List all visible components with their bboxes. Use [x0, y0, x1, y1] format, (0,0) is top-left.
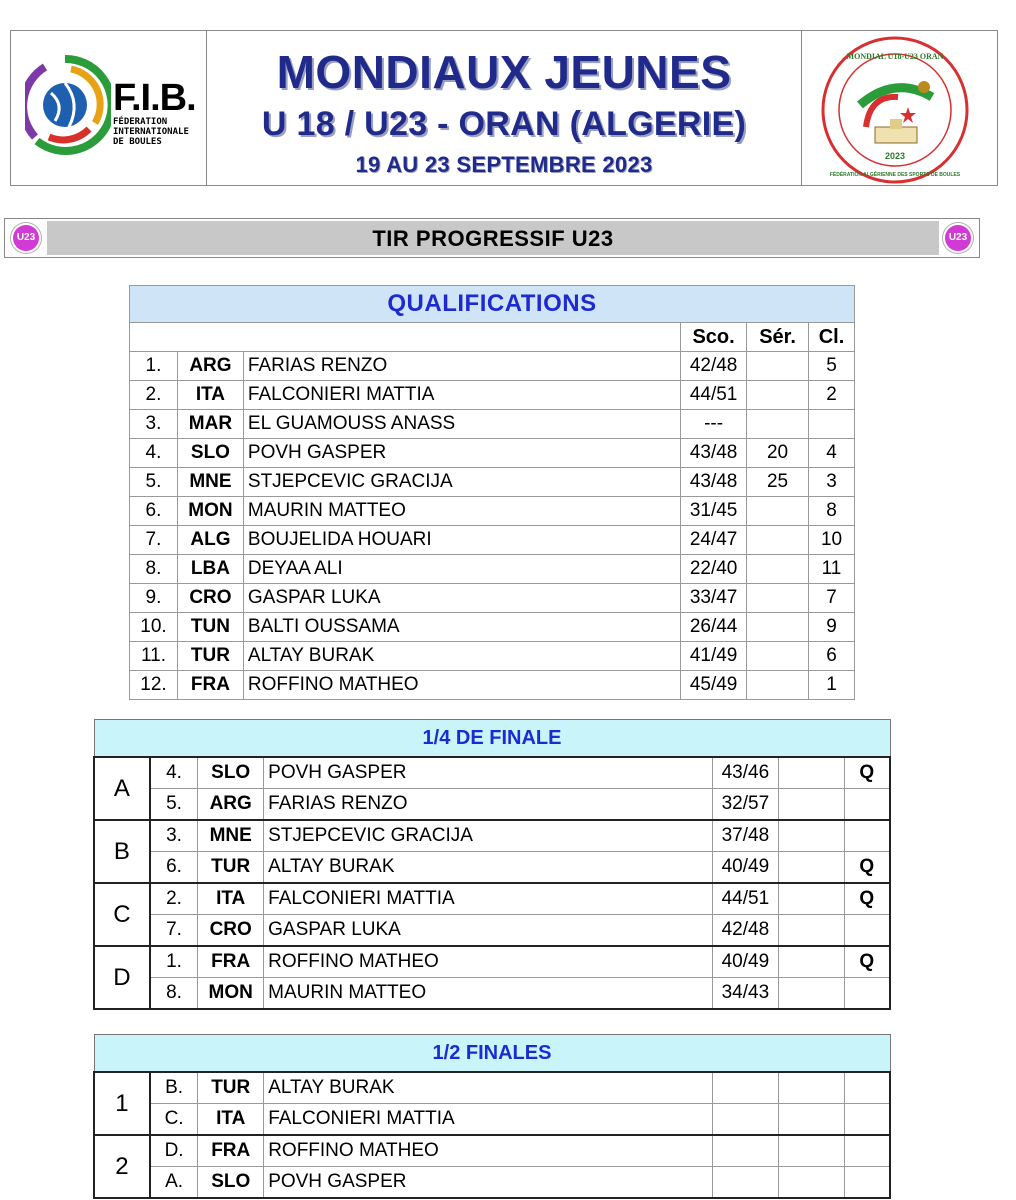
seal-year: 2023: [884, 151, 906, 161]
table-row: [130, 671, 855, 700]
position-cell: 6.: [130, 497, 178, 526]
qualified-cell: [844, 1072, 890, 1104]
table-row: [130, 526, 855, 555]
position-cell: 7.: [130, 526, 178, 555]
qualified-cell: Q: [844, 852, 890, 884]
nation-cell: ITA: [177, 381, 243, 410]
position-cell: 10.: [130, 613, 178, 642]
table-row: [94, 1072, 890, 1104]
score-cell: 24/47: [681, 526, 747, 555]
nation-cell: FRA: [198, 1135, 264, 1167]
position-cell: 7.: [150, 915, 198, 947]
position-cell: 5.: [150, 789, 198, 821]
series-cell: [747, 497, 809, 526]
nation-cell: TUR: [198, 1072, 264, 1104]
table-row: [94, 820, 890, 852]
score-cell: 26/44: [681, 613, 747, 642]
rank-cell: 6: [809, 642, 855, 671]
qualifications-header-row: [130, 323, 855, 352]
extra-cell: [778, 820, 844, 852]
extra-cell: [778, 1072, 844, 1104]
semifinals-table: [93, 1034, 891, 1199]
score-cell: [713, 1135, 779, 1167]
score-cell: 44/51: [712, 883, 778, 915]
score-cell: 33/47: [681, 584, 747, 613]
position-cell: D.: [150, 1135, 198, 1167]
nation-cell: MNE: [177, 468, 243, 497]
player-name-cell: ROFFINO MATHEO: [264, 946, 713, 978]
qualified-cell: Q: [844, 946, 890, 978]
player-name-cell: ROFFINO MATHEO: [243, 671, 680, 700]
fib-line1: FÉDERATION: [113, 117, 168, 127]
nation-cell: MNE: [198, 820, 264, 852]
event-banner: [4, 218, 980, 258]
score-cell: 22/40: [681, 555, 747, 584]
extra-cell: [778, 946, 844, 978]
mondial-oran-seal-icon: [820, 35, 970, 185]
series-cell: [747, 526, 809, 555]
nation-cell: FRA: [198, 946, 264, 978]
group-label-cell: C: [94, 883, 150, 946]
position-cell: 4.: [150, 757, 198, 789]
position-cell: 6.: [150, 852, 198, 884]
rank-cell: 10: [809, 526, 855, 555]
nation-cell: SLO: [198, 1167, 264, 1199]
player-name-cell: EL GUAMOUSS ANASS: [243, 410, 680, 439]
player-name-cell: GASPAR LUKA: [264, 915, 713, 947]
nation-cell: TUN: [177, 613, 243, 642]
player-name-cell: FALCONIERI MATTIA: [264, 883, 713, 915]
position-cell: 1.: [130, 352, 178, 381]
series-cell: [747, 352, 809, 381]
player-name-cell: POVH GASPER: [264, 1167, 713, 1199]
player-name-cell: STJEPCEVIC GRACIJA: [243, 468, 680, 497]
header-titles: [207, 31, 801, 185]
score-cell: 31/45: [681, 497, 747, 526]
series-cell: [747, 381, 809, 410]
table-row: [130, 468, 855, 497]
score-cell: 43/48: [681, 468, 747, 497]
player-name-cell: ROFFINO MATHEO: [264, 1135, 713, 1167]
table-row: [94, 915, 890, 947]
position-cell: C.: [150, 1104, 198, 1136]
player-name-cell: GASPAR LUKA: [243, 584, 680, 613]
position-cell: 11.: [130, 642, 178, 671]
score-cell: 37/48: [712, 820, 778, 852]
score-cell: 42/48: [681, 352, 747, 381]
rank-cell: 3: [809, 468, 855, 497]
position-cell: A.: [150, 1167, 198, 1199]
player-name-cell: POVH GASPER: [243, 439, 680, 468]
fib-line2: INTERNATIONALE: [113, 127, 189, 137]
nation-cell: LBA: [177, 555, 243, 584]
score-cell: 43/48: [681, 439, 747, 468]
quarterfinals-title: 1/4 DE FINALE: [94, 720, 890, 758]
player-name-cell: MAURIN MATTEO: [264, 978, 713, 1010]
table-row: [130, 555, 855, 584]
extra-cell: [778, 1104, 844, 1136]
event-subtitle: U 18 / U23 - ORAN (ALGERIE): [261, 105, 747, 143]
quarterfinals-table: [93, 719, 891, 1010]
group-label-cell: A: [94, 757, 150, 820]
extra-cell: [778, 915, 844, 947]
position-cell: 8.: [130, 555, 178, 584]
qualified-cell: [844, 1167, 890, 1199]
score-cell: [713, 1072, 779, 1104]
position-cell: 3.: [130, 410, 178, 439]
qualified-cell: [844, 915, 890, 947]
table-row: [130, 352, 855, 381]
score-cell: [713, 1104, 779, 1136]
series-cell: [747, 671, 809, 700]
position-cell: 1.: [150, 946, 198, 978]
rank-cell: 4: [809, 439, 855, 468]
group-label-cell: 1: [94, 1072, 150, 1135]
qualified-cell: [844, 1135, 890, 1167]
rank-cell: [809, 410, 855, 439]
nation-cell: MON: [177, 497, 243, 526]
extra-cell: [778, 789, 844, 821]
rank-cell: 2: [809, 381, 855, 410]
qualified-cell: [844, 978, 890, 1010]
position-cell: 2.: [150, 883, 198, 915]
nation-cell: TUR: [198, 852, 264, 884]
table-row: [94, 757, 890, 789]
qualified-cell: Q: [844, 757, 890, 789]
player-name-cell: ALTAY BURAK: [243, 642, 680, 671]
rank-cell: 8: [809, 497, 855, 526]
player-name-cell: ALTAY BURAK: [264, 1072, 713, 1104]
table-row: [130, 410, 855, 439]
table-row: [94, 852, 890, 884]
nation-cell: ARG: [198, 789, 264, 821]
table-row: [130, 439, 855, 468]
table-row: [130, 613, 855, 642]
player-name-cell: FALCONIERI MATTIA: [264, 1104, 713, 1136]
fib-line3: DE BOULES: [113, 137, 162, 147]
semifinals-title: 1/2 FINALES: [94, 1035, 890, 1073]
qualified-cell: [844, 789, 890, 821]
score-cell: 41/49: [681, 642, 747, 671]
table-row: [94, 1135, 890, 1167]
qualified-cell: [844, 1104, 890, 1136]
nation-cell: CRO: [198, 915, 264, 947]
position-cell: B.: [150, 1072, 198, 1104]
player-name-cell: MAURIN MATTEO: [243, 497, 680, 526]
extra-cell: [778, 978, 844, 1010]
table-row: [94, 789, 890, 821]
col-score: Sco.: [681, 323, 747, 352]
position-cell: 3.: [150, 820, 198, 852]
score-cell: ---: [681, 410, 747, 439]
player-name-cell: STJEPCEVIC GRACIJA: [264, 820, 713, 852]
score-cell: 45/49: [681, 671, 747, 700]
nation-cell: TUR: [177, 642, 243, 671]
qualifications-title: QUALIFICATIONS: [130, 286, 855, 323]
table-row: [94, 978, 890, 1010]
document-header: [10, 30, 998, 186]
nation-cell: ALG: [177, 526, 243, 555]
fib-abbr: F.I.B.: [113, 77, 196, 119]
score-cell: 40/49: [712, 946, 778, 978]
seal-text-top: MONDIAL U18-U23 ORAN: [846, 52, 944, 61]
fib-logo-icon: [25, 53, 111, 157]
score-cell: 40/49: [712, 852, 778, 884]
oran-seal-cell: [801, 31, 997, 185]
score-cell: 43/46: [712, 757, 778, 789]
nation-cell: ITA: [198, 883, 264, 915]
fib-wordmark: [113, 79, 196, 147]
table-row: [94, 946, 890, 978]
player-name-cell: ALTAY BURAK: [264, 852, 713, 884]
qualifications-table: [129, 285, 855, 700]
series-cell: [747, 555, 809, 584]
player-name-cell: FALCONIERI MATTIA: [243, 381, 680, 410]
score-cell: 34/43: [712, 978, 778, 1010]
nation-cell: ITA: [198, 1104, 264, 1136]
group-label-cell: 2: [94, 1135, 150, 1198]
nation-cell: SLO: [198, 757, 264, 789]
banner-title: TIR PROGRESSIF U23: [47, 221, 939, 255]
nation-cell: MON: [198, 978, 264, 1010]
qualified-cell: Q: [844, 883, 890, 915]
series-cell: [747, 642, 809, 671]
position-cell: 2.: [130, 381, 178, 410]
nation-cell: MAR: [177, 410, 243, 439]
position-cell: 8.: [150, 978, 198, 1010]
position-cell: 9.: [130, 584, 178, 613]
player-name-cell: BOUJELIDA HOUARI: [243, 526, 680, 555]
player-name-cell: POVH GASPER: [264, 757, 713, 789]
nation-cell: CRO: [177, 584, 243, 613]
table-row: [94, 883, 890, 915]
rank-cell: 9: [809, 613, 855, 642]
table-row: [130, 497, 855, 526]
extra-cell: [778, 883, 844, 915]
player-name-cell: FARIAS RENZO: [264, 789, 713, 821]
event-title: MONDIAUX JEUNES: [276, 46, 732, 98]
rank-cell: 7: [809, 584, 855, 613]
table-row: [94, 1104, 890, 1136]
position-cell: 5.: [130, 468, 178, 497]
rank-cell: 11: [809, 555, 855, 584]
position-cell: 12.: [130, 671, 178, 700]
nation-cell: ARG: [177, 352, 243, 381]
table-row: [130, 381, 855, 410]
series-cell: [747, 613, 809, 642]
score-cell: [713, 1167, 779, 1199]
rank-cell: 1: [809, 671, 855, 700]
qualified-cell: [844, 820, 890, 852]
group-label-cell: D: [94, 946, 150, 1009]
score-cell: 32/57: [712, 789, 778, 821]
u23-badge-right: U23: [945, 225, 971, 251]
u23-badge-left: U23: [13, 225, 39, 251]
series-cell: 20: [747, 439, 809, 468]
score-cell: 42/48: [712, 915, 778, 947]
position-cell: 4.: [130, 439, 178, 468]
series-cell: 25: [747, 468, 809, 497]
extra-cell: [778, 1135, 844, 1167]
extra-cell: [778, 757, 844, 789]
extra-cell: [778, 852, 844, 884]
table-row: [94, 1167, 890, 1199]
group-label-cell: B: [94, 820, 150, 883]
rank-cell: 5: [809, 352, 855, 381]
player-name-cell: FARIAS RENZO: [243, 352, 680, 381]
series-cell: [747, 410, 809, 439]
col-rank: Cl.: [809, 323, 855, 352]
event-dates: 19 AU 23 SEPTEMBRE 2023: [355, 152, 653, 177]
col-series: Sér.: [747, 323, 809, 352]
table-row: [130, 584, 855, 613]
table-row: [130, 642, 855, 671]
fib-logo-cell: [11, 31, 207, 185]
player-name-cell: DEYAA ALI: [243, 555, 680, 584]
score-cell: 44/51: [681, 381, 747, 410]
nation-cell: FRA: [177, 671, 243, 700]
nation-cell: SLO: [177, 439, 243, 468]
extra-cell: [778, 1167, 844, 1199]
player-name-cell: BALTI OUSSAMA: [243, 613, 680, 642]
series-cell: [747, 584, 809, 613]
seal-text-bottom: FÉDÉRATION ALGÉRIENNE DES SPORTS DE BOULES: [829, 172, 961, 178]
